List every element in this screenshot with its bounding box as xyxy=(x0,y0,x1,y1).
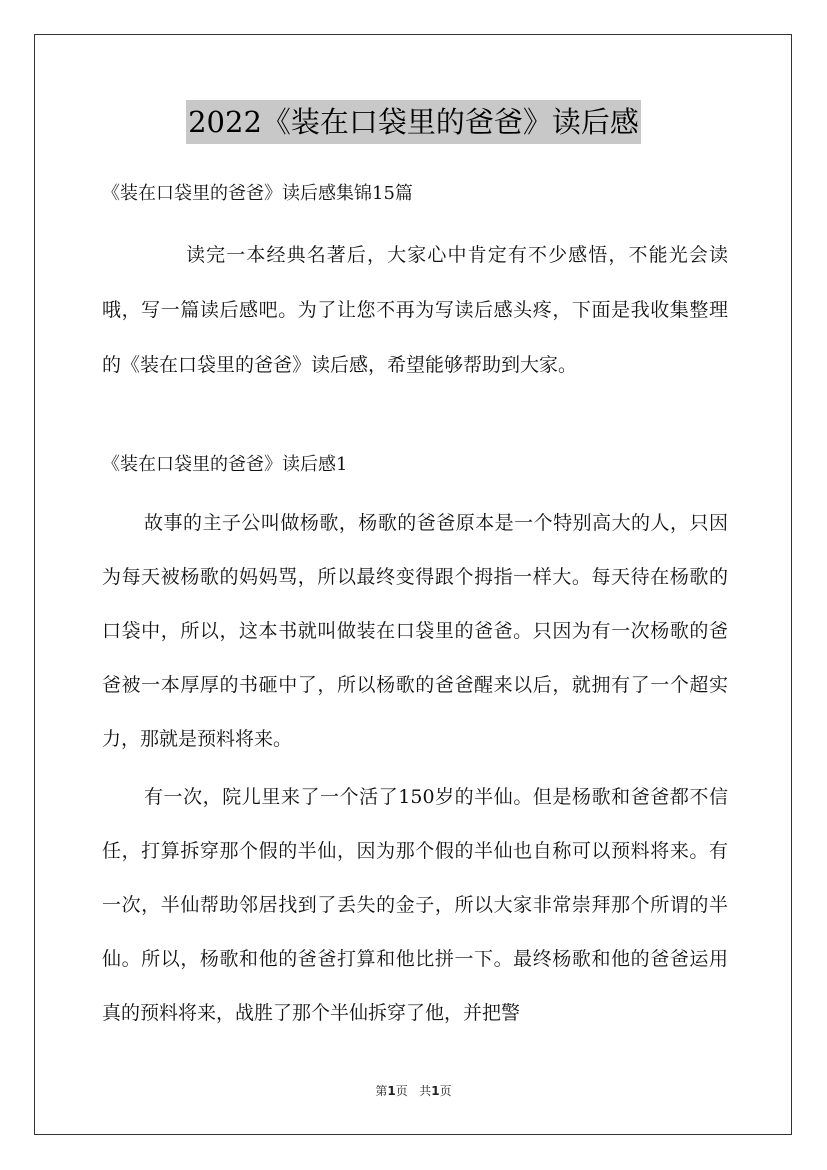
footer-page-prefix: 第 xyxy=(375,1084,388,1098)
page-footer xyxy=(0,1082,827,1099)
footer-page-current: 1 xyxy=(387,1084,396,1098)
footer-page-total: 1 xyxy=(431,1084,440,1098)
intro-paragraph: 读完一本经典名著后，大家心中肯定有不少感悟，不能光会读哦，写一篇读后感吧。为了让您不再为写读后感头疼，下面是我收集整理的《装在口袋里的爸爸》读后感，希望能够帮助到大家。 xyxy=(102,244,728,376)
story-paragraph-2: 有一次，院儿里来了一个活了150岁的半仙。但是杨歌和爸爸都不信任，打算拆穿那个假的半仙，因为那个假的半仙也自称可以预料将来。有一次，半仙帮助邻居找到了丢失的金子，所以大家非常崇拜那个所谓的半仙。所以，杨歌和他的爸爸打算和他比拼一下。最终杨歌和他的爸爸运用真的预料将来，战胜了那个半仙拆穿了他，并把警 xyxy=(102,786,728,1024)
story-body xyxy=(102,496,728,1044)
story-paragraph-1: 故事的主子公叫做杨歌，杨歌的爸爸原本是一个特别高大的人，只因为每天被杨歌的妈妈骂，所以最终变得跟个拇指一样大。每天待在杨歌的口袋中，所以，这本书就叫做装在口袋里的爸爸。只因为有一次杨歌的爸爸被一本厚厚的书砸中了，所以杨歌的爸爸醒来以后，就拥有了一个超实力，那就是预料将来。 xyxy=(102,512,728,750)
footer-page-suffix: 页 xyxy=(395,1084,408,1098)
footer-total-prefix: 共 xyxy=(419,1084,432,1098)
document-subtitle: 《装在口袋里的爸爸》读后感集锦15篇 xyxy=(102,183,413,204)
document-title: 2022《装在口袋里的爸爸》读后感 xyxy=(186,100,641,144)
section-heading: 《装在口袋里的爸爸》读后感1 xyxy=(102,454,348,475)
footer-total-suffix: 页 xyxy=(439,1084,452,1098)
title-wrap xyxy=(0,100,827,144)
